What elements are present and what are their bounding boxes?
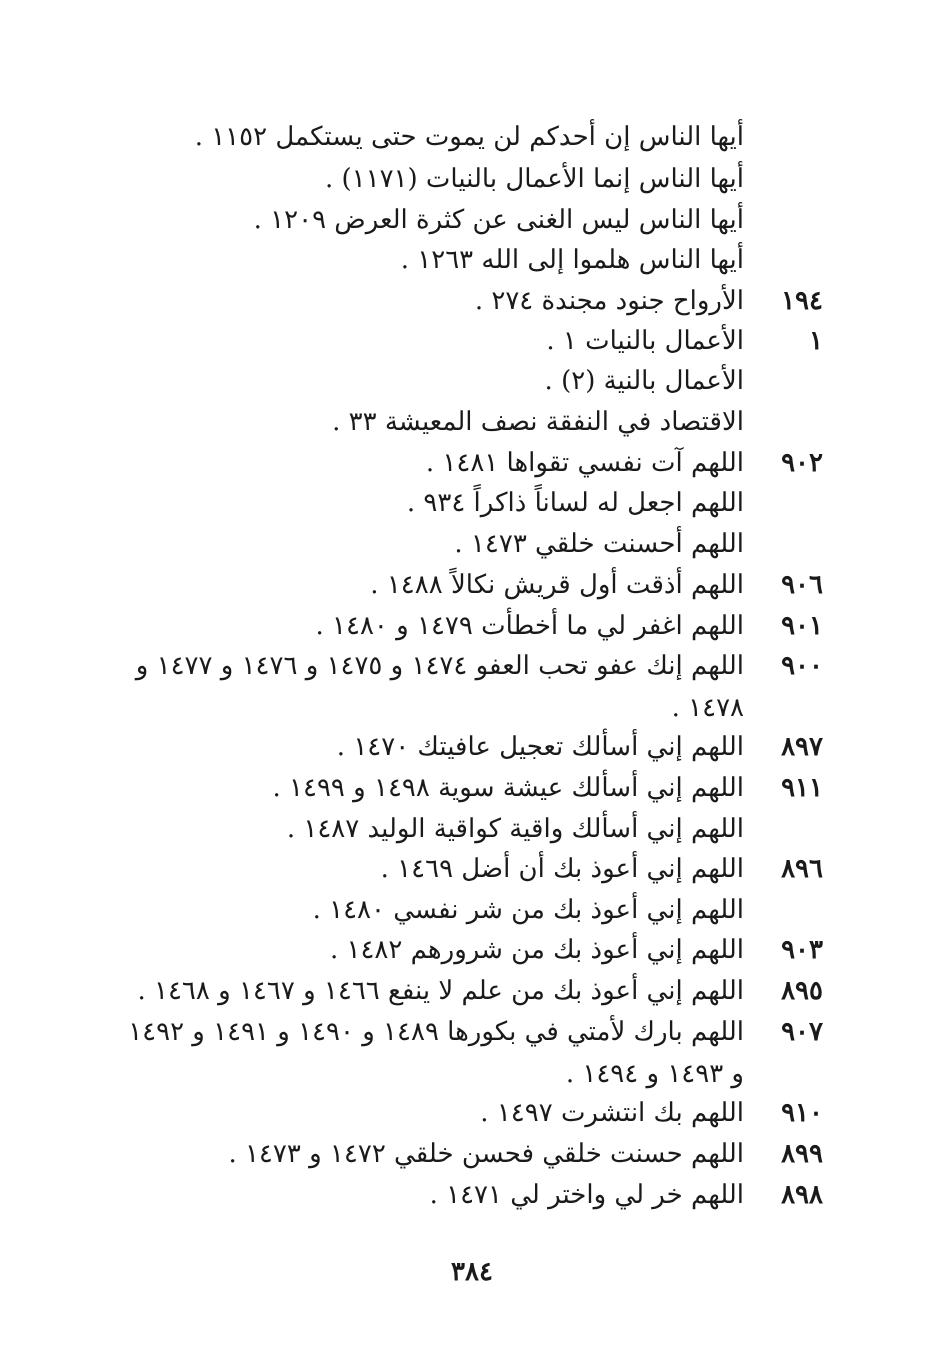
entry-text: اللهم أحسنت خلقي ١٤٧٣ . <box>454 529 744 559</box>
entry-number: ٩٠١ <box>781 611 823 641</box>
entry-number: ٩٠٠ <box>781 651 823 681</box>
entry-text: أيها الناس إن أحدكم لن يموت حتى يستكمل ١١٥٢ . <box>194 122 744 152</box>
entry-text: الأعمال بالنيات ١ . <box>546 326 744 356</box>
entry-text: اللهم بك انتشرت ١٤٩٧ . <box>480 1098 744 1128</box>
entry-number: ٩٠٣ <box>781 935 823 965</box>
entry-text: اللهم بارك لأمتي في بكورها ١٤٨٩ و ١٤٩٠ و ١٤٩١ و ١٤٩٢ و ١٤٩٣ و ١٤٩٤ . <box>128 1017 744 1089</box>
entry-number: ٨٩٦ <box>781 854 823 884</box>
entry-text: اللهم إني أعوذ بك من شر نفسي ١٤٨٠ . <box>312 895 744 925</box>
entry-number: ٩١١ <box>781 773 823 803</box>
entry-text: اللهم إني أعوذ بك من علم لا ينفع ١٤٦٦ و ١٤٦٧ و ١٤٦٨ . <box>137 976 744 1006</box>
entry-text: اللهم إني أعوذ بك أن أضل ١٤٦٩ . <box>380 854 744 884</box>
entry-number: ٩٠٧ <box>781 1017 823 1047</box>
entry-text: أيها الناس هلموا إلى الله ١٢٦٣ . <box>400 245 744 275</box>
entry-number: ٩٠٦ <box>781 570 823 600</box>
entry-text: اللهم إني أسألك عيشة سوية ١٤٩٨ و ١٤٩٩ . <box>272 773 744 803</box>
entry-text: اللهم اجعل له لساناً ذاكراً ٩٣٤ . <box>406 488 744 518</box>
entry-text: اللهم أذقت أول قريش نكالاً ١٤٨٨ . <box>370 570 744 600</box>
entry-number: ٩٠٢ <box>781 448 823 478</box>
entry-text: اللهم إني أسألك تعجيل عافيتك ١٤٧٠ . <box>336 732 744 762</box>
entry-text: اللهم اغفر لي ما أخطأت ١٤٧٩ و ١٤٨٠ . <box>315 611 744 641</box>
entry-text: الاقتصاد في النفقة نصف المعيشة ٣٣ . <box>332 407 744 437</box>
entry-text: اللهم إنك عفو تحب العفو ١٤٧٤ و ١٤٧٥ و ١٤٧٦ و ١٤٧٧ و ١٤٧٨ . <box>135 651 744 723</box>
entry-text: أيها الناس ليس الغنى عن كثرة العرض ١٢٠٩ . <box>253 205 744 235</box>
entry-text: أيها الناس إنما الأعمال بالنيات (١١٧١) . <box>324 164 744 194</box>
entry-text: اللهم إني أعوذ بك من شرورهم ١٤٨٢ . <box>329 935 744 965</box>
entry-text: اللهم حسنت خلقي فحسن خلقي ١٤٧٢ و ١٤٧٣ . <box>228 1139 744 1169</box>
entry-number: ٨٩٧ <box>781 732 823 762</box>
entry-number: ٨٩٥ <box>781 976 823 1006</box>
entry-text: الأرواح جنود مجندة ٢٧٤ . <box>474 286 744 316</box>
entry-text: اللهم إني أسألك واقية كواقية الوليد ١٤٨٧ . <box>286 814 744 844</box>
entry-number: ٨٩٨ <box>781 1180 823 1210</box>
entry-number: ٩١٠ <box>781 1098 823 1128</box>
entry-text: الأعمال بالنية (٢) . <box>544 366 744 396</box>
entry-number: ١٩٤ <box>781 286 823 316</box>
entry-text: اللهم خر لي واختر لي ١٤٧١ . <box>429 1180 744 1210</box>
entry-number: ٨٩٩ <box>781 1139 823 1169</box>
entry-number: ١ <box>809 326 823 356</box>
entry-text: اللهم آت نفسي تقواها ١٤٨١ . <box>425 448 744 478</box>
page-number: ٣٨٤ <box>451 1257 493 1287</box>
